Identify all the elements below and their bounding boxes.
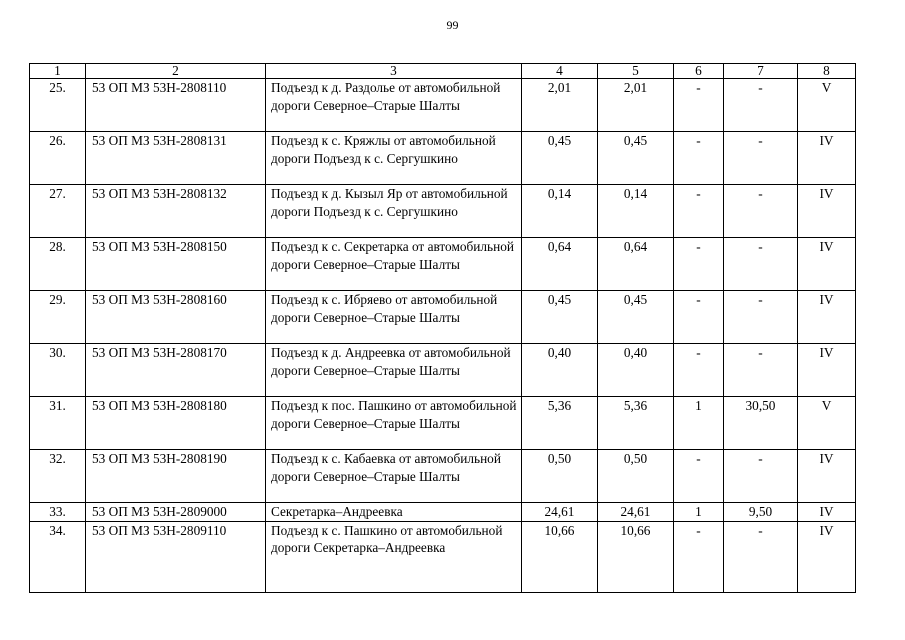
header-cell: 6 xyxy=(674,64,724,79)
row-number: 29. xyxy=(30,291,86,344)
roads-table xyxy=(29,63,856,593)
road-code: 53 ОП МЗ 53Н-2808170 xyxy=(86,344,266,397)
table-row xyxy=(30,450,856,503)
road-name: Подъезд к с. Кабаевка от автомобильной дороги Северное–Старые Шалты xyxy=(266,450,522,503)
table-row xyxy=(30,291,856,344)
table-row xyxy=(30,79,856,132)
cell-col4: 24,61 xyxy=(522,503,598,522)
cell-col6: 1 xyxy=(674,397,724,450)
cell-col8: IV xyxy=(798,291,856,344)
cell-col7: - xyxy=(724,450,798,503)
row-number: 30. xyxy=(30,344,86,397)
cell-col5: 0,45 xyxy=(598,132,674,185)
row-number: 34. xyxy=(30,521,86,592)
road-code: 53 ОП МЗ 53Н-2808190 xyxy=(86,450,266,503)
table-row xyxy=(30,132,856,185)
table-row xyxy=(30,238,856,291)
table-row xyxy=(30,503,856,522)
road-code: 53 ОП МЗ 53Н-2808132 xyxy=(86,185,266,238)
cell-col4: 2,01 xyxy=(522,79,598,132)
cell-col7: - xyxy=(724,344,798,397)
header-cell: 3 xyxy=(266,64,522,79)
cell-col6: - xyxy=(674,238,724,291)
cell-col8: IV xyxy=(798,503,856,522)
road-name: Подъезд к д. Андреевка от автомобильной дороги Северное–Старые Шалты xyxy=(266,344,522,397)
cell-col8: IV xyxy=(798,344,856,397)
cell-col5: 0,50 xyxy=(598,450,674,503)
road-code: 53 ОП МЗ 53Н-2808150 xyxy=(86,238,266,291)
cell-col7: - xyxy=(724,79,798,132)
cell-col7: - xyxy=(724,521,798,592)
road-name: Подъезд к д. Кызыл Яр от автомобильной дороги Подъезд к с. Сергушкино xyxy=(266,185,522,238)
row-number: 31. xyxy=(30,397,86,450)
header-cell: 8 xyxy=(798,64,856,79)
road-name: Подъезд к с. Кряжлы от автомобильной дороги Подъезд к с. Сергушкино xyxy=(266,132,522,185)
header-cell: 5 xyxy=(598,64,674,79)
cell-col4: 0,45 xyxy=(522,132,598,185)
cell-col7: - xyxy=(724,238,798,291)
cell-col4: 10,66 xyxy=(522,521,598,592)
row-number: 26. xyxy=(30,132,86,185)
cell-col8: IV xyxy=(798,132,856,185)
cell-col8: IV xyxy=(798,450,856,503)
header-cell: 1 xyxy=(30,64,86,79)
table-header-row xyxy=(30,64,856,79)
road-code: 53 ОП МЗ 53Н-2808180 xyxy=(86,397,266,450)
page-number: 99 xyxy=(446,18,459,32)
cell-col4: 0,64 xyxy=(522,238,598,291)
cell-col4: 5,36 xyxy=(522,397,598,450)
header-cell: 2 xyxy=(86,64,266,79)
cell-col4: 0,14 xyxy=(522,185,598,238)
road-code: 53 ОП МЗ 53Н-2809110 xyxy=(86,521,266,592)
cell-col5: 0,14 xyxy=(598,185,674,238)
cell-col5: 0,64 xyxy=(598,238,674,291)
cell-col7: - xyxy=(724,291,798,344)
cell-col6: - xyxy=(674,450,724,503)
cell-col7: 9,50 xyxy=(724,503,798,522)
row-number: 33. xyxy=(30,503,86,522)
cell-col6: - xyxy=(674,185,724,238)
cell-col6: 1 xyxy=(674,503,724,522)
table-row xyxy=(30,397,856,450)
cell-col8: V xyxy=(798,397,856,450)
cell-col5: 5,36 xyxy=(598,397,674,450)
table-row xyxy=(30,185,856,238)
cell-col8: IV xyxy=(798,185,856,238)
row-number: 28. xyxy=(30,238,86,291)
cell-col7: 30,50 xyxy=(724,397,798,450)
table-row xyxy=(30,521,856,592)
cell-col5: 2,01 xyxy=(598,79,674,132)
road-code: 53 ОП МЗ 53Н-2809000 xyxy=(86,503,266,522)
cell-col5: 24,61 xyxy=(598,503,674,522)
cell-col8: IV xyxy=(798,238,856,291)
table-row xyxy=(30,344,856,397)
cell-col6: - xyxy=(674,291,724,344)
cell-col8: IV xyxy=(798,521,856,592)
cell-col5: 0,45 xyxy=(598,291,674,344)
cell-col6: - xyxy=(674,344,724,397)
road-name: Подъезд к с. Ибряево от автомобильной дороги Северное–Старые Шалты xyxy=(266,291,522,344)
road-name: Подъезд к пос. Пашкино от автомобильной дороги Северное–Старые Шалты xyxy=(266,397,522,450)
cell-col6: - xyxy=(674,79,724,132)
cell-col7: - xyxy=(724,132,798,185)
row-number: 25. xyxy=(30,79,86,132)
road-name: Подъезд к с. Секретарка от автомобильной дороги Северное–Старые Шалты xyxy=(266,238,522,291)
cell-col6: - xyxy=(674,132,724,185)
cell-col4: 0,50 xyxy=(522,450,598,503)
road-code: 53 ОП МЗ 53Н-2808160 xyxy=(86,291,266,344)
cell-col8: V xyxy=(798,79,856,132)
cell-col4: 0,40 xyxy=(522,344,598,397)
header-cell: 7 xyxy=(724,64,798,79)
header-cell: 4 xyxy=(522,64,598,79)
cell-col4: 0,45 xyxy=(522,291,598,344)
road-name: Секретарка–Андреевка xyxy=(266,503,522,522)
cell-col6: - xyxy=(674,521,724,592)
cell-col5: 0,40 xyxy=(598,344,674,397)
cell-col7: - xyxy=(724,185,798,238)
road-name: Подъезд к с. Пашкино от автомобильной дороги Секретарка–Андреевка xyxy=(266,521,522,592)
road-code: 53 ОП МЗ 53Н-2808110 xyxy=(86,79,266,132)
road-name: Подъезд к д. Раздолье от автомобильной дороги Северное–Старые Шалты xyxy=(266,79,522,132)
row-number: 27. xyxy=(30,185,86,238)
cell-col5: 10,66 xyxy=(598,521,674,592)
road-code: 53 ОП МЗ 53Н-2808131 xyxy=(86,132,266,185)
row-number: 32. xyxy=(30,450,86,503)
